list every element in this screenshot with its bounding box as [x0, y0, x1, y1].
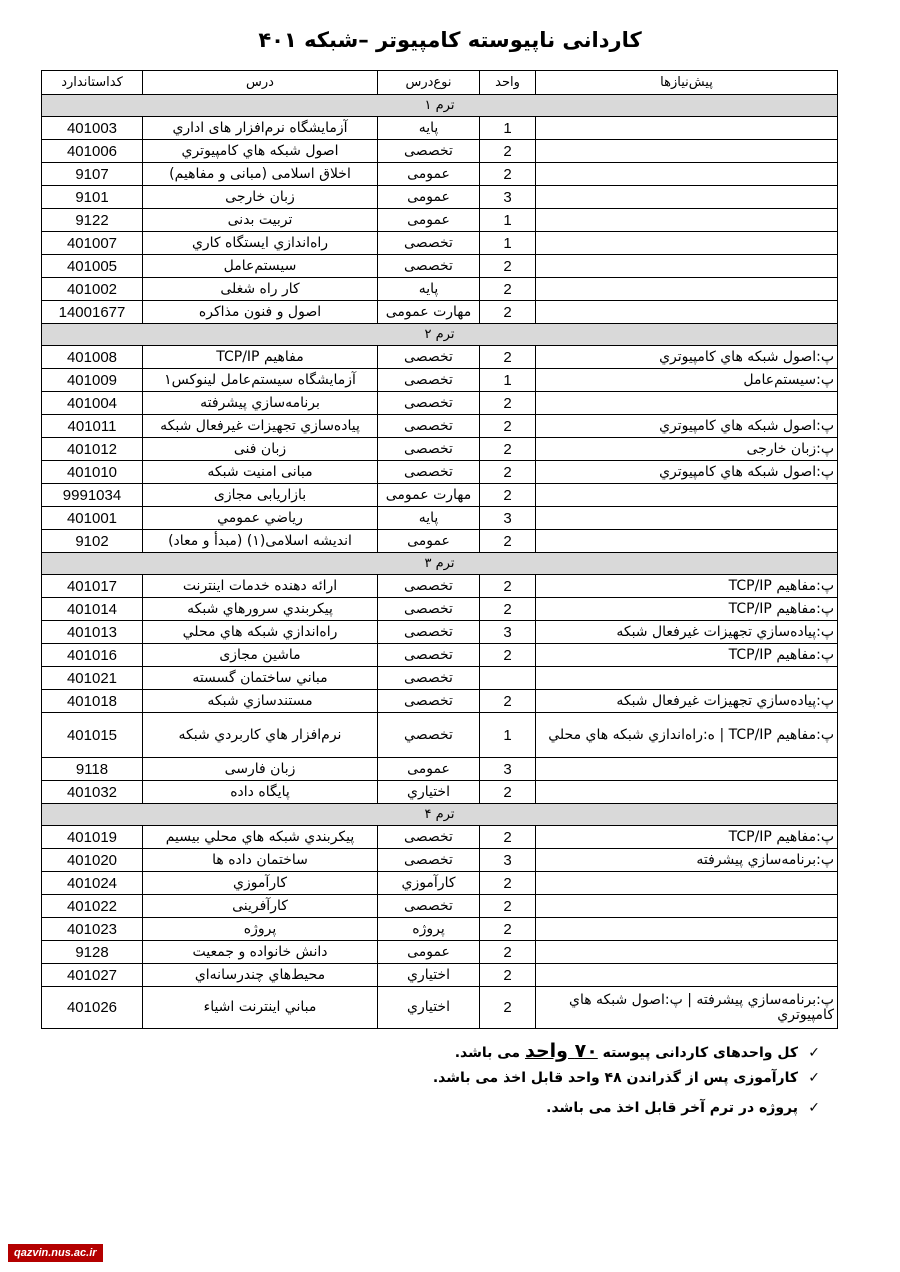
type-cell: تخصصی: [378, 415, 480, 438]
prereq-cell: پ:مفاهيم TCP/IP: [536, 598, 838, 621]
type-cell: کارآموزي: [378, 872, 480, 895]
type-cell: اختیاري: [378, 964, 480, 987]
course-cell: زبان فارسی: [143, 758, 378, 781]
prereq-cell: پ:پیاده‌سازي تجهيزات غيرفعال شبكه: [536, 621, 838, 644]
table-row: [42, 964, 838, 987]
header-course: درس: [143, 71, 378, 95]
table-row: [42, 713, 838, 758]
prereq-cell: پ:پیاده‌سازي تجهيزات غيرفعال شبكه: [536, 690, 838, 713]
course-cell: زبان فنی: [143, 438, 378, 461]
units-cell: 2: [480, 346, 536, 369]
table-row: [42, 644, 838, 667]
prereq-cell: [536, 301, 838, 324]
prereq-cell: [536, 186, 838, 209]
course-cell: پروژه: [143, 918, 378, 941]
prereq-cell: [536, 941, 838, 964]
course-cell: پیاده‌سازي تجهيزات غيرفعال شبكه: [143, 415, 378, 438]
note-total-units-text: [455, 1040, 798, 1062]
units-cell: 2: [480, 826, 536, 849]
code-cell: 401018: [42, 690, 143, 713]
curriculum-table: [41, 70, 838, 1029]
course-cell: برنامه‌سازي پيشرفته: [143, 392, 378, 415]
type-cell: عمومی: [378, 530, 480, 553]
table-row: [42, 621, 838, 644]
prereq-cell: [536, 667, 838, 690]
type-cell: تخصصی: [378, 575, 480, 598]
code-cell: 401005: [42, 255, 143, 278]
type-cell: پروژه: [378, 918, 480, 941]
code-cell: 401002: [42, 278, 143, 301]
table-row: [42, 690, 838, 713]
prereq-cell: پ:مفاهيم TCP/IP: [536, 826, 838, 849]
type-cell: مهارت عمومی: [378, 484, 480, 507]
code-cell: 14001677: [42, 301, 143, 324]
course-cell: پيكربندي سرورهاي شبكه: [143, 598, 378, 621]
table-row: [42, 392, 838, 415]
table-row: [42, 186, 838, 209]
code-cell: 401016: [42, 644, 143, 667]
table-row: [42, 758, 838, 781]
code-cell: 9102: [42, 530, 143, 553]
units-cell: 2: [480, 301, 536, 324]
table-row: [42, 438, 838, 461]
course-cell: آزمایشگاه نرم‌افزار های اداري: [143, 117, 378, 140]
units-cell: 3: [480, 849, 536, 872]
units-cell: 2: [480, 278, 536, 301]
type-cell: تخصصی: [378, 232, 480, 255]
course-cell: راه‌اندازي شبكه هاي محلي: [143, 621, 378, 644]
code-cell: 401004: [42, 392, 143, 415]
units-cell: 3: [480, 507, 536, 530]
prereq-cell: پ:سیستم‌عامل: [536, 369, 838, 392]
type-cell: عمومی: [378, 941, 480, 964]
table-row: [42, 987, 838, 1029]
units-cell: 3: [480, 186, 536, 209]
units-cell: 2: [480, 598, 536, 621]
prereq-cell: پ:مفاهيم TCP/IP: [536, 644, 838, 667]
code-cell: 401022: [42, 895, 143, 918]
code-cell: 9122: [42, 209, 143, 232]
prereq-cell: پ:برنامه‌سازي پيشرفته | پ:اصول شبكه هاي كامپيوتري: [536, 987, 838, 1029]
units-cell: 2: [480, 438, 536, 461]
units-cell: 2: [480, 895, 536, 918]
table-row: [42, 140, 838, 163]
term-label: ترم ۲: [42, 324, 838, 346]
prereq-cell: پ:اصول شبكه هاي كامپيوتري: [536, 461, 838, 484]
course-cell: بازاریابی مجازی: [143, 484, 378, 507]
code-cell: 401021: [42, 667, 143, 690]
prereq-cell: پ:برنامه‌سازي پيشرفته: [536, 849, 838, 872]
code-cell: 401003: [42, 117, 143, 140]
units-cell: 2: [480, 255, 536, 278]
type-cell: پایه: [378, 117, 480, 140]
table-row: [42, 849, 838, 872]
prereq-cell: [536, 964, 838, 987]
table-row: [42, 209, 838, 232]
type-cell: تخصصی: [378, 461, 480, 484]
table-row: [42, 667, 838, 690]
code-cell: 401013: [42, 621, 143, 644]
header-code: کداستاندارد: [42, 71, 143, 95]
prereq-cell: پ:اصول شبكه هاي كامپيوتري: [536, 415, 838, 438]
type-cell: تخصصي: [378, 713, 480, 758]
code-cell: 401001: [42, 507, 143, 530]
header-units: واحد: [480, 71, 536, 95]
note-internship: [140, 1070, 820, 1100]
course-cell: آزمایشگاه سیستم‌عامل لینوکس۱: [143, 369, 378, 392]
term-header-row: [42, 553, 838, 575]
course-cell: پيكربندي شبكه هاي محلي بيسيم: [143, 826, 378, 849]
code-cell: 401023: [42, 918, 143, 941]
type-cell: عمومی: [378, 186, 480, 209]
type-cell: تخصصی: [378, 690, 480, 713]
table-row: [42, 872, 838, 895]
table-row: [42, 163, 838, 186]
prereq-cell: پ:اصول شبكه هاي كامپيوتري: [536, 346, 838, 369]
units-cell: 2: [480, 392, 536, 415]
table-row: [42, 415, 838, 438]
course-cell: راه‌اندازي ايستگاه كاري: [143, 232, 378, 255]
term-label: ترم ۱: [42, 95, 838, 117]
code-cell: 401009: [42, 369, 143, 392]
prereq-cell: [536, 232, 838, 255]
course-cell: مباني اينترنت اشياء: [143, 987, 378, 1029]
term-header-row: [42, 804, 838, 826]
prereq-cell: [536, 758, 838, 781]
course-cell: مبانی امنیت شبکه: [143, 461, 378, 484]
type-cell: تخصصی: [378, 849, 480, 872]
type-cell: تخصصی: [378, 895, 480, 918]
type-cell: تخصصی: [378, 667, 480, 690]
table-row: [42, 895, 838, 918]
type-cell: تخصصی: [378, 369, 480, 392]
course-cell: ماشین مجازی: [143, 644, 378, 667]
course-cell: ارائه دهنده خدمات اينترنت: [143, 575, 378, 598]
footer-site-link[interactable]: qazvin.nus.ac.ir: [8, 1244, 103, 1262]
term-label: ترم ۴: [42, 804, 838, 826]
type-cell: تخصصی: [378, 438, 480, 461]
prereq-cell: [536, 140, 838, 163]
code-cell: 401012: [42, 438, 143, 461]
code-cell: 9101: [42, 186, 143, 209]
prereq-cell: پ:مفاهيم TCP/IP: [536, 575, 838, 598]
course-cell: نرم‌افزار هاي كاربردي شبكه: [143, 713, 378, 758]
code-cell: 401020: [42, 849, 143, 872]
code-cell: 401027: [42, 964, 143, 987]
units-cell: 2: [480, 941, 536, 964]
units-cell: 2: [480, 484, 536, 507]
header-prereq: پیش‌نیازها: [536, 71, 838, 95]
type-cell: پایه: [378, 278, 480, 301]
code-cell: 401007: [42, 232, 143, 255]
prereq-cell: پ:زبان خارجی: [536, 438, 838, 461]
table-row: [42, 918, 838, 941]
type-cell: اختیاري: [378, 781, 480, 804]
type-cell: تخصصی: [378, 140, 480, 163]
type-cell: عمومی: [378, 758, 480, 781]
type-cell: تخصصی: [378, 598, 480, 621]
type-cell: تخصصی: [378, 346, 480, 369]
course-cell: کار راه شغلی: [143, 278, 378, 301]
units-cell: 2: [480, 964, 536, 987]
course-cell: مستندسازي شبكه: [143, 690, 378, 713]
table-row: [42, 507, 838, 530]
table-row: [42, 781, 838, 804]
course-cell: رياضي عمومي: [143, 507, 378, 530]
notes-list: [140, 1040, 820, 1130]
prereq-cell: پ:مفاهيم TCP/IP | ه:راه‌اندازي شبكه هاي محلي: [536, 713, 838, 758]
term-header-row: [42, 95, 838, 117]
prereq-cell: [536, 507, 838, 530]
units-cell: 1: [480, 369, 536, 392]
page-title: کاردانی ناپیوسته کامپیوتر –شبکه ۴۰۱: [258, 28, 642, 52]
code-cell: 401017: [42, 575, 143, 598]
type-cell: تخصصی: [378, 255, 480, 278]
units-cell: 2: [480, 918, 536, 941]
check-icon: ✓: [808, 1070, 820, 1086]
prereq-cell: [536, 895, 838, 918]
course-cell: زبان خارجی: [143, 186, 378, 209]
prereq-cell: [536, 484, 838, 507]
code-cell: 401008: [42, 346, 143, 369]
course-cell: مفاهيم TCP/IP: [143, 346, 378, 369]
table-row: [42, 278, 838, 301]
code-cell: 401032: [42, 781, 143, 804]
course-cell: اصول و فنون مذاکره: [143, 301, 378, 324]
prereq-cell: [536, 392, 838, 415]
prereq-cell: [536, 872, 838, 895]
course-cell: اصول شبكه هاي كامپيوتري: [143, 140, 378, 163]
table-row: [42, 530, 838, 553]
type-cell: مهارت عمومی: [378, 301, 480, 324]
units-cell: 2: [480, 872, 536, 895]
prereq-cell: [536, 163, 838, 186]
units-cell: 1: [480, 232, 536, 255]
table-row: [42, 301, 838, 324]
table-row: [42, 255, 838, 278]
note1-post: می باشد.: [454, 1045, 521, 1061]
course-cell: پايگاه داده: [143, 781, 378, 804]
code-cell: 401011: [42, 415, 143, 438]
code-cell: 9991034: [42, 484, 143, 507]
check-icon: ✓: [808, 1100, 820, 1116]
units-cell: 3: [480, 758, 536, 781]
units-cell: 2: [480, 461, 536, 484]
note-total-units: [140, 1040, 820, 1070]
units-cell: 2: [480, 690, 536, 713]
type-cell: پایه: [378, 507, 480, 530]
prereq-cell: [536, 209, 838, 232]
course-cell: ساختمان داده ها: [143, 849, 378, 872]
type-cell: عمومی: [378, 209, 480, 232]
type-cell: عمومی: [378, 163, 480, 186]
course-cell: کارآفرینی: [143, 895, 378, 918]
table-row: [42, 941, 838, 964]
units-cell: 2: [480, 987, 536, 1029]
units-cell: 2: [480, 140, 536, 163]
table-row: [42, 598, 838, 621]
course-cell: دانش خانواده و جمعیت: [143, 941, 378, 964]
prereq-cell: [536, 255, 838, 278]
units-cell: 2: [480, 575, 536, 598]
prereq-cell: [536, 918, 838, 941]
table-row: [42, 232, 838, 255]
prereq-cell: [536, 117, 838, 140]
table-row: [42, 117, 838, 140]
note-project-text: پروژه در ترم آخر قابل اخذ می باشد.: [546, 1100, 798, 1116]
prereq-cell: [536, 781, 838, 804]
table-header-row: [42, 71, 838, 95]
code-cell: 401014: [42, 598, 143, 621]
type-cell: تخصصی: [378, 826, 480, 849]
term-label: ترم ۳: [42, 553, 838, 575]
code-cell: 401006: [42, 140, 143, 163]
code-cell: 401024: [42, 872, 143, 895]
table-row: [42, 461, 838, 484]
units-cell: 1: [480, 713, 536, 758]
note1-big: ۷۰ واحد: [524, 1040, 598, 1062]
course-cell: مباني ساختمان گسسته: [143, 667, 378, 690]
header-type: نوع‌درس: [378, 71, 480, 95]
course-cell: اخلاق اسلامی (مبانی و مفاهیم): [143, 163, 378, 186]
units-cell: 2: [480, 415, 536, 438]
units-cell: 2: [480, 781, 536, 804]
check-icon: ✓: [808, 1045, 820, 1061]
units-cell: [480, 667, 536, 690]
code-cell: 401019: [42, 826, 143, 849]
units-cell: 1: [480, 117, 536, 140]
note-project: [140, 1100, 820, 1130]
table-row: [42, 826, 838, 849]
course-cell: محیط‌هاي چندرسانه‌اي: [143, 964, 378, 987]
code-cell: 9107: [42, 163, 143, 186]
type-cell: تخصصی: [378, 621, 480, 644]
code-cell: 9128: [42, 941, 143, 964]
type-cell: تخصصی: [378, 392, 480, 415]
units-cell: 1: [480, 209, 536, 232]
table-row: [42, 346, 838, 369]
term-header-row: [42, 324, 838, 346]
table-row: [42, 484, 838, 507]
note1-pre: کل واحدهای کاردانی پیوسته: [602, 1045, 798, 1061]
code-cell: 401015: [42, 713, 143, 758]
code-cell: 401010: [42, 461, 143, 484]
units-cell: 2: [480, 530, 536, 553]
type-cell: تخصصی: [378, 644, 480, 667]
table-row: [42, 369, 838, 392]
units-cell: 3: [480, 621, 536, 644]
code-cell: 401026: [42, 987, 143, 1029]
note-internship-text: کارآموزی پس از گذراندن ۴۸ واحد قابل اخذ می باشد.: [432, 1070, 798, 1086]
prereq-cell: [536, 530, 838, 553]
prereq-cell: [536, 278, 838, 301]
course-cell: کارآموزي: [143, 872, 378, 895]
course-cell: اندیشه اسلامی(۱) (مبدأ و معاد): [143, 530, 378, 553]
course-cell: تربیت بدنی: [143, 209, 378, 232]
type-cell: اختیاري: [378, 987, 480, 1029]
units-cell: 2: [480, 163, 536, 186]
units-cell: 2: [480, 644, 536, 667]
table-row: [42, 575, 838, 598]
course-cell: سیستم‌عامل: [143, 255, 378, 278]
code-cell: 9118: [42, 758, 143, 781]
